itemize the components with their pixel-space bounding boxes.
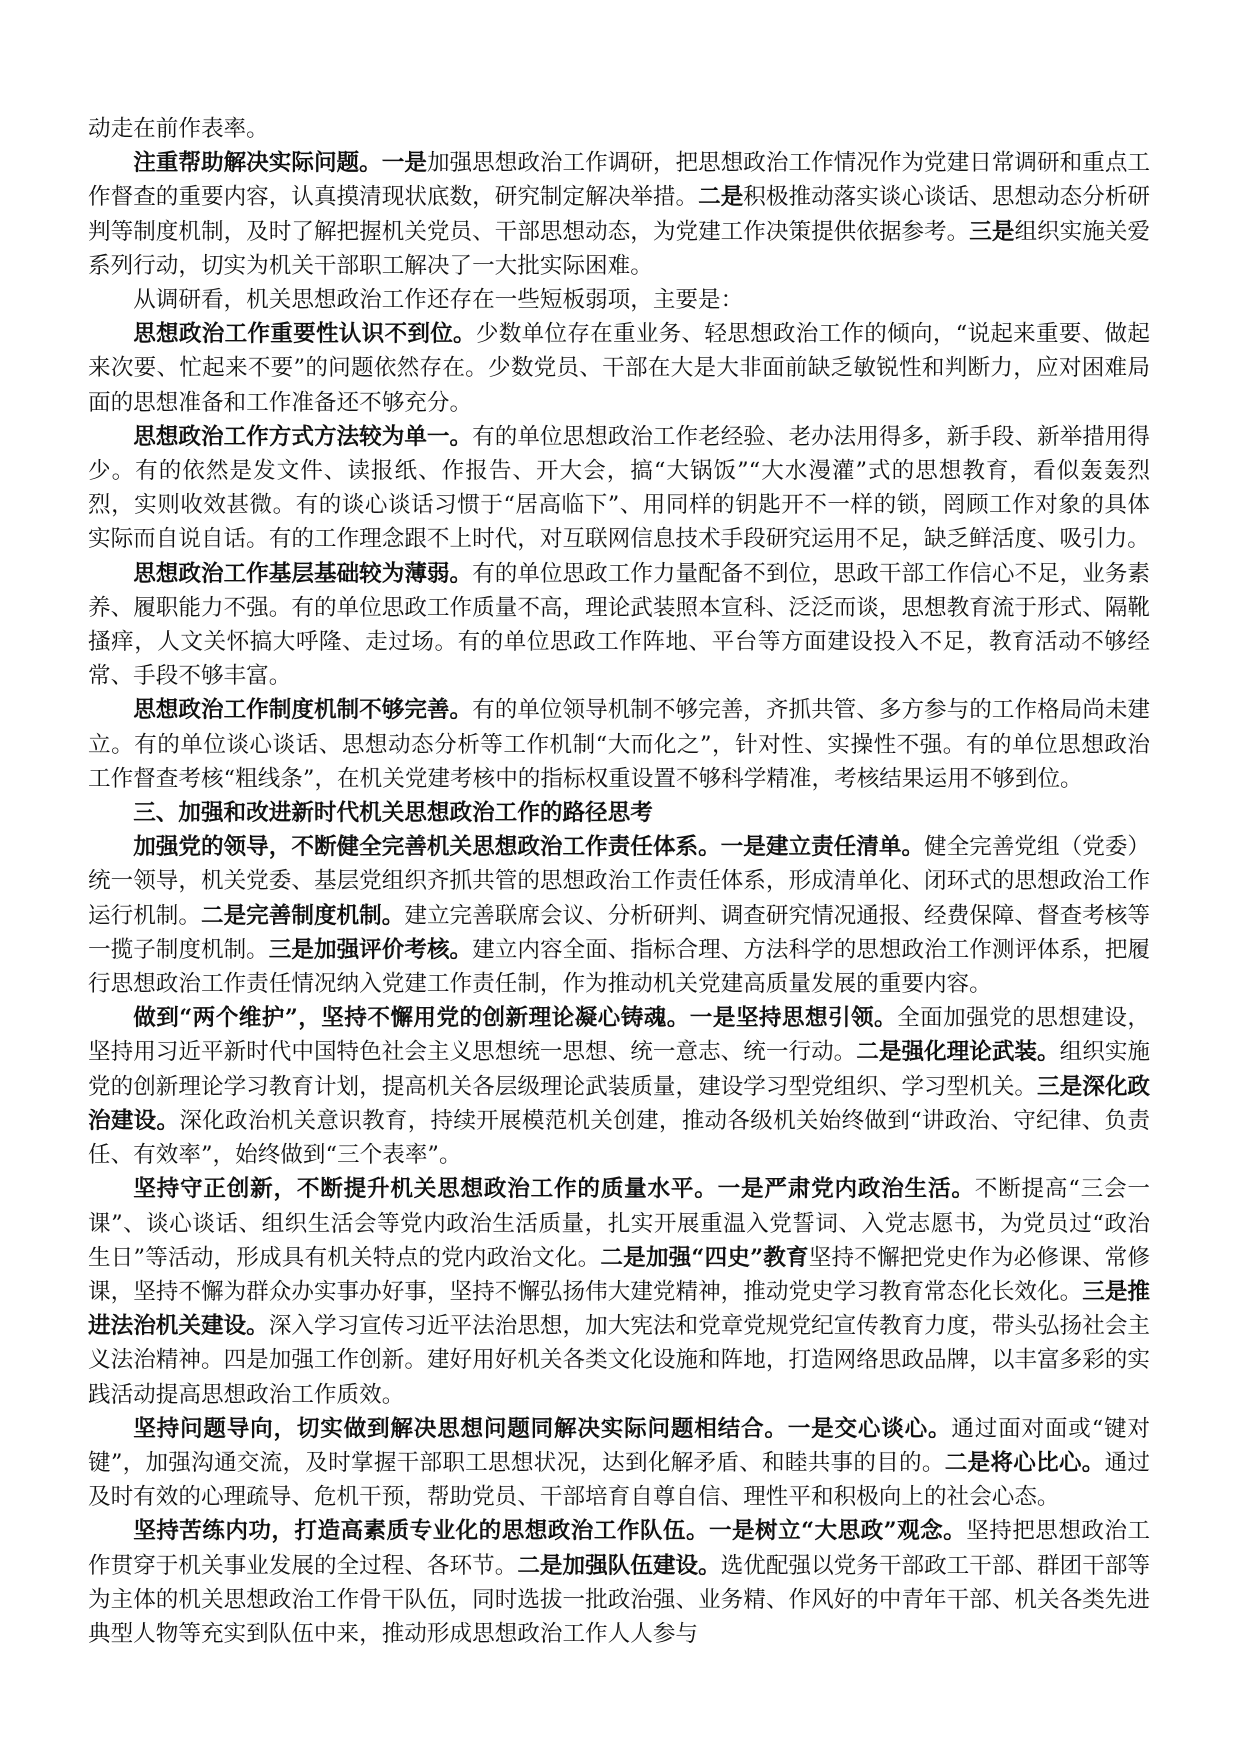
body-text: 通过及时有效的心理疏导、危机干预，帮助党员、干部培育自尊自信、理性平和积极向上的社会心态。 [88, 1449, 1151, 1511]
body-text: 动走在前作表率。 [88, 116, 269, 142]
paragraph-continuation [88, 112, 1150, 146]
document-body [88, 112, 1150, 1651]
bold-heading-text: 思想政治工作重要性认识不到位。 [133, 321, 476, 348]
paragraph [88, 420, 1150, 557]
body-text: 组织实施党的创新理论学习教育计划，提高机关各层级理论武装质量，建设学习型党组织、学习型机关。 [88, 1039, 1151, 1100]
paragraph [88, 146, 1150, 283]
body-text: 选优配强以党务干部政工干部、群团干部等为主体的机关思想政治工作骨干队伍，同时选拔一批政治强、业务精、作风好的中青年干部、机关各类先进典型人物等充实到队伍中来，推动形成思想政治工作人人参与 [88, 1552, 1151, 1647]
paragraph [88, 557, 1150, 694]
paragraph [88, 1412, 1150, 1515]
body-text: 建立内容全面、指标合理、方法科学的思想政治工作测评体系，把履行思想政治工作责任情况纳入党建工作责任制，作为推动机关党建高质量发展的重要内容。 [88, 936, 1151, 998]
body-text: 有的单位领导机制不够完善，齐抓共管、多方参与的工作格局尚未建立。有的单位谈心谈话、思想动态分析等工作机制“大而化之”，针对性、实操性不强。有的单位思想政治工作督查考核“粗线条”，在机关党建考核中的指标权重设置不够科学精准，考核结果运用不够到位。 [88, 697, 1151, 792]
bold-heading-text: 坚持苦练内功，打造高素质专业化的思想政治工作队伍。一是树立“大思政”观念。 [133, 1518, 967, 1545]
paragraph [88, 283, 1150, 317]
bold-heading-text: 注重帮助解决实际问题。一是 [133, 150, 427, 177]
bold-heading-text: 加强党的领导，不断健全完善机关思想政治工作责任体系。一是建立责任清单。 [133, 834, 925, 861]
bold-heading-text: 思想政治工作制度机制不够完善。 [133, 697, 473, 724]
bold-heading-text: 二是强化理论武装。 [856, 1039, 1060, 1066]
bold-heading-text: 三、加强和改进新时代机关思想政治工作的路径思考 [133, 800, 653, 827]
bold-heading-text: 坚持守正创新，不断提升机关思想政治工作的质量水平。一是严肃党内政治生活。 [133, 1176, 975, 1203]
body-text: 从调研看，机关思想政治工作还存在一些短板弱项，主要是： [133, 287, 744, 314]
paragraph [88, 317, 1150, 420]
body-text: 加强思想政治工作调研，把思想政治工作情况作为党建日常调研和重点工作督查的重要内容，认真摸清现状底数，研究制定解决举措。 [88, 150, 1151, 211]
body-text: 通过面对面或“键对键”，加强沟通交流，及时掌握干部职工思想状况，达到化解矛盾、和睦共事的目的。 [88, 1415, 1150, 1476]
body-text: 建立完善联席会议、分析研判、调查研究情况通报、经费保障、督查考核等一揽子制度机制。 [88, 902, 1151, 963]
body-text: 积极推动落实谈心谈话、思想动态分析研判等制度机制，及时了解把握机关党员、干部思想动态，为党建工作决策提供依据参考。 [88, 184, 1151, 245]
bold-heading-text: 二是将心比心。 [944, 1449, 1105, 1476]
bold-heading-text: 思想政治工作方式方法较为单一。 [133, 423, 473, 450]
bold-heading-text: 二是加强“四史”教育 [600, 1244, 809, 1271]
body-text: 有的单位思政工作力量配备不到位，思政干部工作信心不足，业务素养、履职能力不强。有的单位思政工作质量不高，理论武装照本宣科、泛泛而谈，思想教育流于形式、隔靴搔痒，人文关怀搞大呼隆、走过场。有的单位思政工作阵地、平台等方面建设投入不足，教育活动不够经常、手段不够丰富。 [88, 560, 1151, 690]
paragraph [88, 693, 1150, 796]
paragraph [88, 796, 1150, 830]
body-text: 坚持把思想政治工作贯穿于机关事业发展的全过程、各环节。 [88, 1518, 1151, 1579]
body-text: 有的单位思想政治工作老经验、老办法用得多，新手段、新举措用得少。有的依然是发文件、读报纸、作报告、开大会，搞“大锅饭”“大水漫灌”式的思想教育，看似轰轰烈烈，实则收效甚微。有的谈心谈话习惯于“居高临下”、用同样的钥匙开不一样的锁，罔顾工作对象的具体实际而自说自话。有的工作理念跟不上时代，对互联网信息技术手段研究运用不足，缺乏鲜活度、吸引力。 [88, 423, 1151, 553]
bold-heading-text: 二是完善制度机制。 [200, 902, 405, 929]
bold-heading-text: 三是加强评价考核。 [268, 936, 473, 963]
bold-heading-text: 做到“两个维护”，坚持不懈用党的创新理论凝心铸魂。一是坚持思想引领。 [133, 1005, 898, 1032]
paragraph [88, 1514, 1150, 1651]
body-text: 健全完善党组（党委）统一领导，机关党委、基层党组织齐抓共管的思想政治工作责任体系，形成清单化、闭环式的思想政治工作运行机制。 [88, 834, 1151, 929]
paragraph [88, 830, 1150, 1001]
bold-heading-text: 思想政治工作基层基础较为薄弱。 [133, 560, 473, 587]
body-text: 坚持不懈把党史作为必修课、常修课，坚持不懈为群众办实事办好事，坚持不懈弘扬伟大建党精神，推动党史学习教育常态化长效化。 [88, 1244, 1150, 1305]
bold-heading-text: 三是深化政治建设。 [88, 1073, 1151, 1134]
paragraph [88, 1172, 1150, 1411]
body-text: 不断提高“三会一课”、谈心谈话、组织生活会等党内政治生活质量，扎实开展重温入党誓词、入党志愿书，为党员过“政治生日”等活动，形成具有机关特点的党内政治文化。 [88, 1176, 1150, 1271]
bold-heading-text: 三是推进法治机关建设。 [88, 1278, 1151, 1340]
body-text: 深化政治机关意识教育，持续开展模范机关创建，推动各级机关始终做到“讲政治、守纪律、负责任、有效率”，始终做到“三个表率”。 [88, 1107, 1150, 1169]
bold-heading-text: 三是 [969, 218, 1015, 245]
body-text: 深入学习宣传习近平法治思想，加大宪法和党章党规党纪宣传教育力度，带头弘扬社会主义法治精神。四是加强工作创新。建好用好机关各类文化设施和阵地，打造网络思政品牌，以丰富多彩的实践活动提高思想政治工作质效。 [88, 1313, 1151, 1408]
bold-heading-text: 坚持问题导向，切实做到解决思想问题同解决实际问题相结合。一是交心谈心。 [133, 1415, 952, 1442]
body-text: 全面加强党的思想建设，坚持用习近平新时代中国特色社会主义思想统一思想、统一意志、统一行动。 [88, 1005, 1150, 1066]
bold-heading-text: 二是 [698, 184, 744, 211]
body-text: 组织实施关爱系列行动，切实为机关干部职工解决了一大批实际困难。 [88, 218, 1151, 279]
body-text: 少数单位存在重业务、轻思想政治工作的倾向，“说起来重要、做起来次要、忙起来不要”的问题依然存在。少数党员、干部在大是大非面前缺乏敏锐性和判断力，应对困难局面的思想准备和工作准备还不够充分。 [88, 321, 1150, 416]
paragraph [88, 1001, 1150, 1172]
bold-heading-text: 二是加强队伍建设。 [517, 1552, 721, 1579]
